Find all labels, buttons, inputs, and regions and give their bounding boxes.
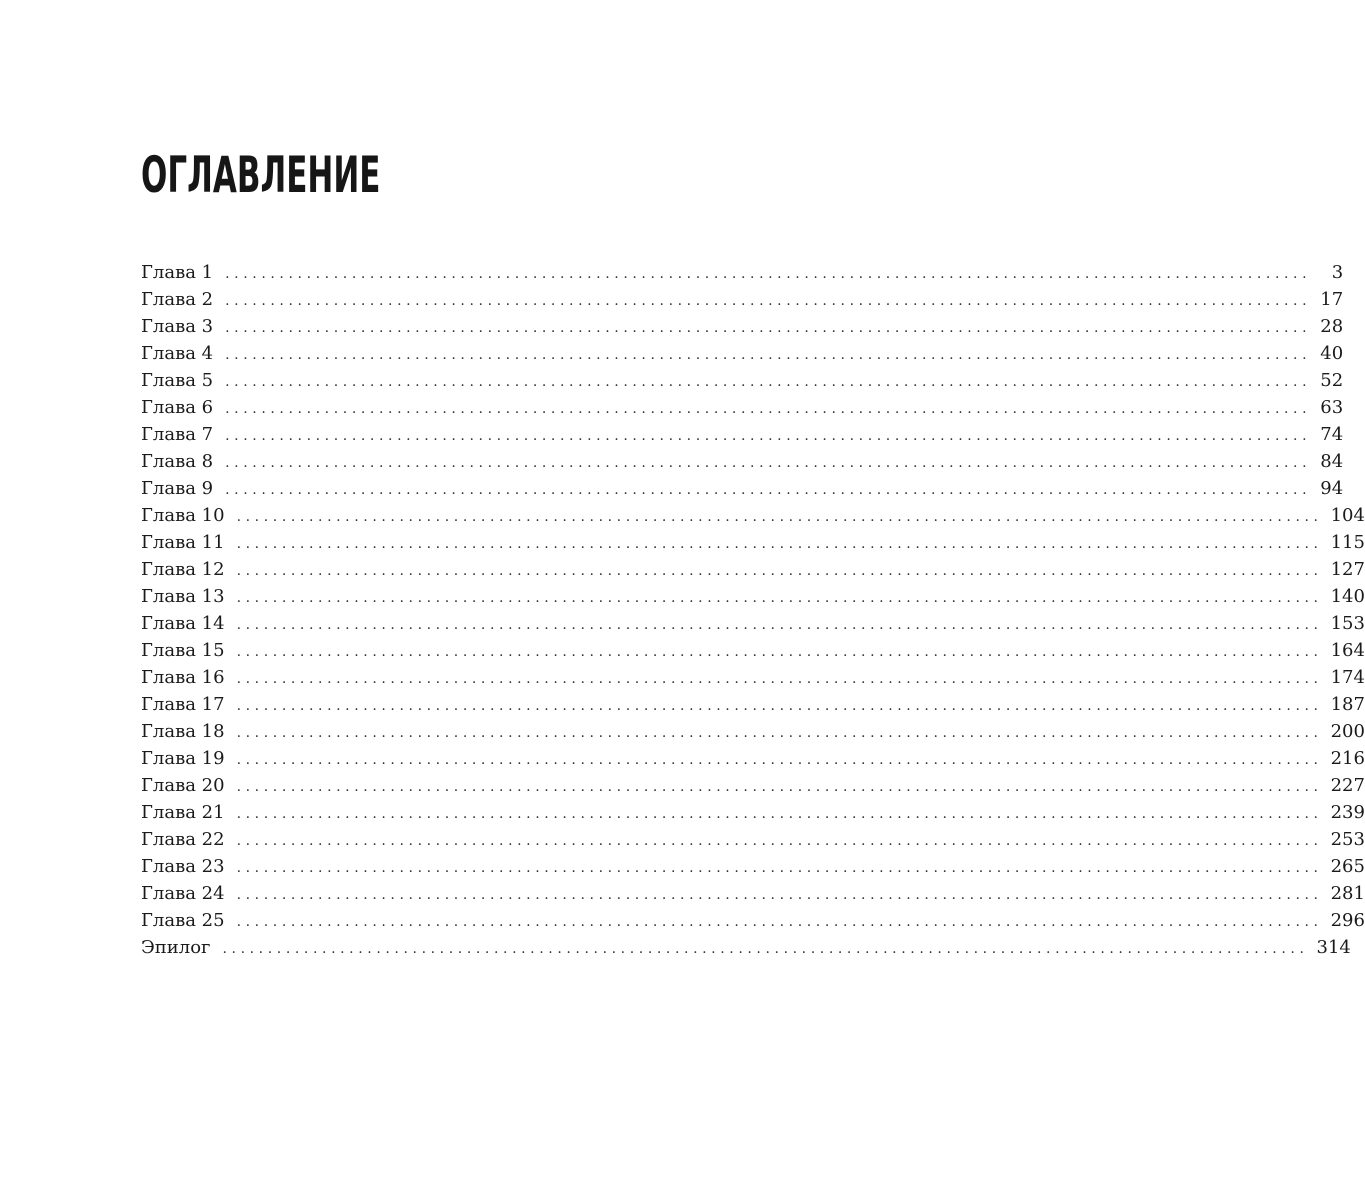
dot-leader: ........................................................................................................................ <box>225 293 1312 309</box>
toc-entry[interactable] <box>141 259 1344 286</box>
dot-leader: ........................................................................................................................ <box>225 374 1312 390</box>
toc-entry-label: Глава 7 <box>141 424 214 445</box>
toc-entry[interactable] <box>141 475 1344 502</box>
dot-leader: ........................................................................................................................ <box>225 347 1312 363</box>
toc-entry-page-number: 52 <box>1320 370 1344 391</box>
dot-leader: ........................................................................................................................ <box>236 887 1323 903</box>
toc-entry[interactable] <box>141 853 1365 880</box>
toc-entry-page-number: 104 <box>1330 505 1365 526</box>
toc-entry-label: Глава 9 <box>141 478 214 499</box>
dot-leader: ........................................................................................................................ <box>236 644 1323 660</box>
toc-entry-label: Глава 1 <box>141 262 214 283</box>
dot-leader: ........................................................................................................................ <box>236 806 1323 822</box>
toc-entry-page-number: 84 <box>1320 451 1344 472</box>
toc-entry-label: Глава 21 <box>141 802 225 823</box>
toc-entry-page-number: 140 <box>1330 586 1365 607</box>
toc-entry-page-number: 164 <box>1330 640 1365 661</box>
toc-entry[interactable] <box>141 691 1365 718</box>
toc-entry[interactable] <box>141 826 1365 853</box>
toc-entry-label: Глава 11 <box>141 532 225 553</box>
toc-entry-label: Глава 25 <box>141 910 225 931</box>
toc-entry-label: Глава 3 <box>141 316 214 337</box>
toc-entry-label: Глава 14 <box>141 613 225 634</box>
dot-leader: ........................................................................................................................ <box>236 860 1323 876</box>
toc-entry[interactable] <box>141 313 1344 340</box>
toc-entry[interactable] <box>141 718 1365 745</box>
toc-entry-label: Глава 6 <box>141 397 214 418</box>
dot-leader: ........................................................................................................................ <box>236 914 1323 930</box>
dot-leader: ........................................................................................................................ <box>236 536 1323 552</box>
toc-entry-label: Глава 24 <box>141 883 225 904</box>
toc-entry[interactable] <box>141 934 1351 961</box>
dot-leader: ........................................................................................................................ <box>236 590 1323 606</box>
toc-entry[interactable] <box>141 745 1365 772</box>
toc-entry[interactable] <box>141 556 1365 583</box>
toc-entry-page-number: 239 <box>1330 802 1365 823</box>
toc-entry-label: Глава 10 <box>141 505 225 526</box>
dot-leader: ........................................................................................................................ <box>225 320 1312 336</box>
toc-entry-page-number: 28 <box>1320 316 1344 337</box>
toc-entry[interactable] <box>141 637 1365 664</box>
toc-entry[interactable] <box>141 907 1365 934</box>
toc-entry-label: Глава 18 <box>141 721 225 742</box>
toc-entry-page-number: 74 <box>1320 424 1344 445</box>
toc-entry-page-number: 187 <box>1330 694 1365 715</box>
toc-entry-page-number: 40 <box>1320 343 1344 364</box>
toc-entry-label: Глава 4 <box>141 343 214 364</box>
toc-entry-label: Глава 22 <box>141 829 225 850</box>
toc-entry[interactable] <box>141 772 1365 799</box>
dot-leader: ........................................................................................................................ <box>236 833 1323 849</box>
toc-entry-page-number: 281 <box>1330 883 1365 904</box>
toc-entry[interactable] <box>141 880 1365 907</box>
dot-leader: ........................................................................................................................ <box>236 671 1323 687</box>
dot-leader: ........................................................................................................................ <box>236 509 1323 525</box>
toc-entry-label: Глава 23 <box>141 856 225 877</box>
toc-entry[interactable] <box>141 610 1365 637</box>
toc-entry-label: Глава 5 <box>141 370 214 391</box>
toc-entry[interactable] <box>141 286 1344 313</box>
toc-entry[interactable] <box>141 583 1365 610</box>
toc-entry-page-number: 17 <box>1320 289 1344 310</box>
toc-entry[interactable] <box>141 421 1344 448</box>
toc-entry-page-number: 296 <box>1330 910 1365 931</box>
toc-entry-page-number: 153 <box>1330 613 1365 634</box>
toc-entry-page-number: 314 <box>1316 937 1351 958</box>
dot-leader: ........................................................................................................................ <box>236 779 1323 795</box>
table-of-contents <box>141 259 1365 961</box>
dot-leader: ........................................................................................................................ <box>236 725 1323 741</box>
dot-leader: ........................................................................................................................ <box>236 752 1323 768</box>
toc-entry-label: Эпилог <box>141 937 211 958</box>
dot-leader: ........................................................................................................................ <box>225 455 1312 471</box>
toc-entry-label: Глава 16 <box>141 667 225 688</box>
toc-entry-label: Глава 17 <box>141 694 225 715</box>
toc-entry-label: Глава 19 <box>141 748 225 769</box>
toc-entry-page-number: 115 <box>1330 532 1365 553</box>
toc-entry[interactable] <box>141 367 1344 394</box>
dot-leader: ........................................................................................................................ <box>236 698 1323 714</box>
toc-entry[interactable] <box>141 799 1365 826</box>
toc-entry-page-number: 63 <box>1320 397 1344 418</box>
toc-entry[interactable] <box>141 340 1344 367</box>
dot-leader: ........................................................................................................................ <box>225 401 1312 417</box>
toc-entry[interactable] <box>141 529 1365 556</box>
dot-leader: ........................................................................................................................ <box>236 563 1323 579</box>
toc-entry-page-number: 127 <box>1330 559 1365 580</box>
toc-entry[interactable] <box>141 394 1344 421</box>
toc-entry[interactable] <box>141 502 1365 529</box>
toc-entry-page-number: 253 <box>1330 829 1365 850</box>
page-title: ОГЛАВЛЕНИЕ <box>141 146 381 204</box>
toc-entry-label: Глава 15 <box>141 640 225 661</box>
toc-entry-label: Глава 20 <box>141 775 225 796</box>
toc-entry-page-number: 216 <box>1330 748 1365 769</box>
toc-entry[interactable] <box>141 448 1344 475</box>
dot-leader: ........................................................................................................................ <box>225 428 1312 444</box>
toc-entry-label: Глава 2 <box>141 289 214 310</box>
toc-entry-page-number: 200 <box>1330 721 1365 742</box>
toc-entry-page-number: 94 <box>1320 478 1344 499</box>
dot-leader: ........................................................................................................................ <box>225 266 1312 282</box>
toc-entry-page-number: 174 <box>1330 667 1365 688</box>
toc-entry[interactable] <box>141 664 1365 691</box>
toc-entry-page-number: 265 <box>1330 856 1365 877</box>
toc-entry-page-number: 227 <box>1330 775 1365 796</box>
dot-leader: ........................................................................................................................ <box>236 617 1323 633</box>
toc-entry-label: Глава 12 <box>141 559 225 580</box>
dot-leader: ........................................................................................................................ <box>225 482 1312 498</box>
toc-entry-page-number: 3 <box>1331 262 1344 283</box>
toc-entry-label: Глава 8 <box>141 451 214 472</box>
dot-leader: ........................................................................................................................ <box>222 941 1309 957</box>
toc-entry-label: Глава 13 <box>141 586 225 607</box>
